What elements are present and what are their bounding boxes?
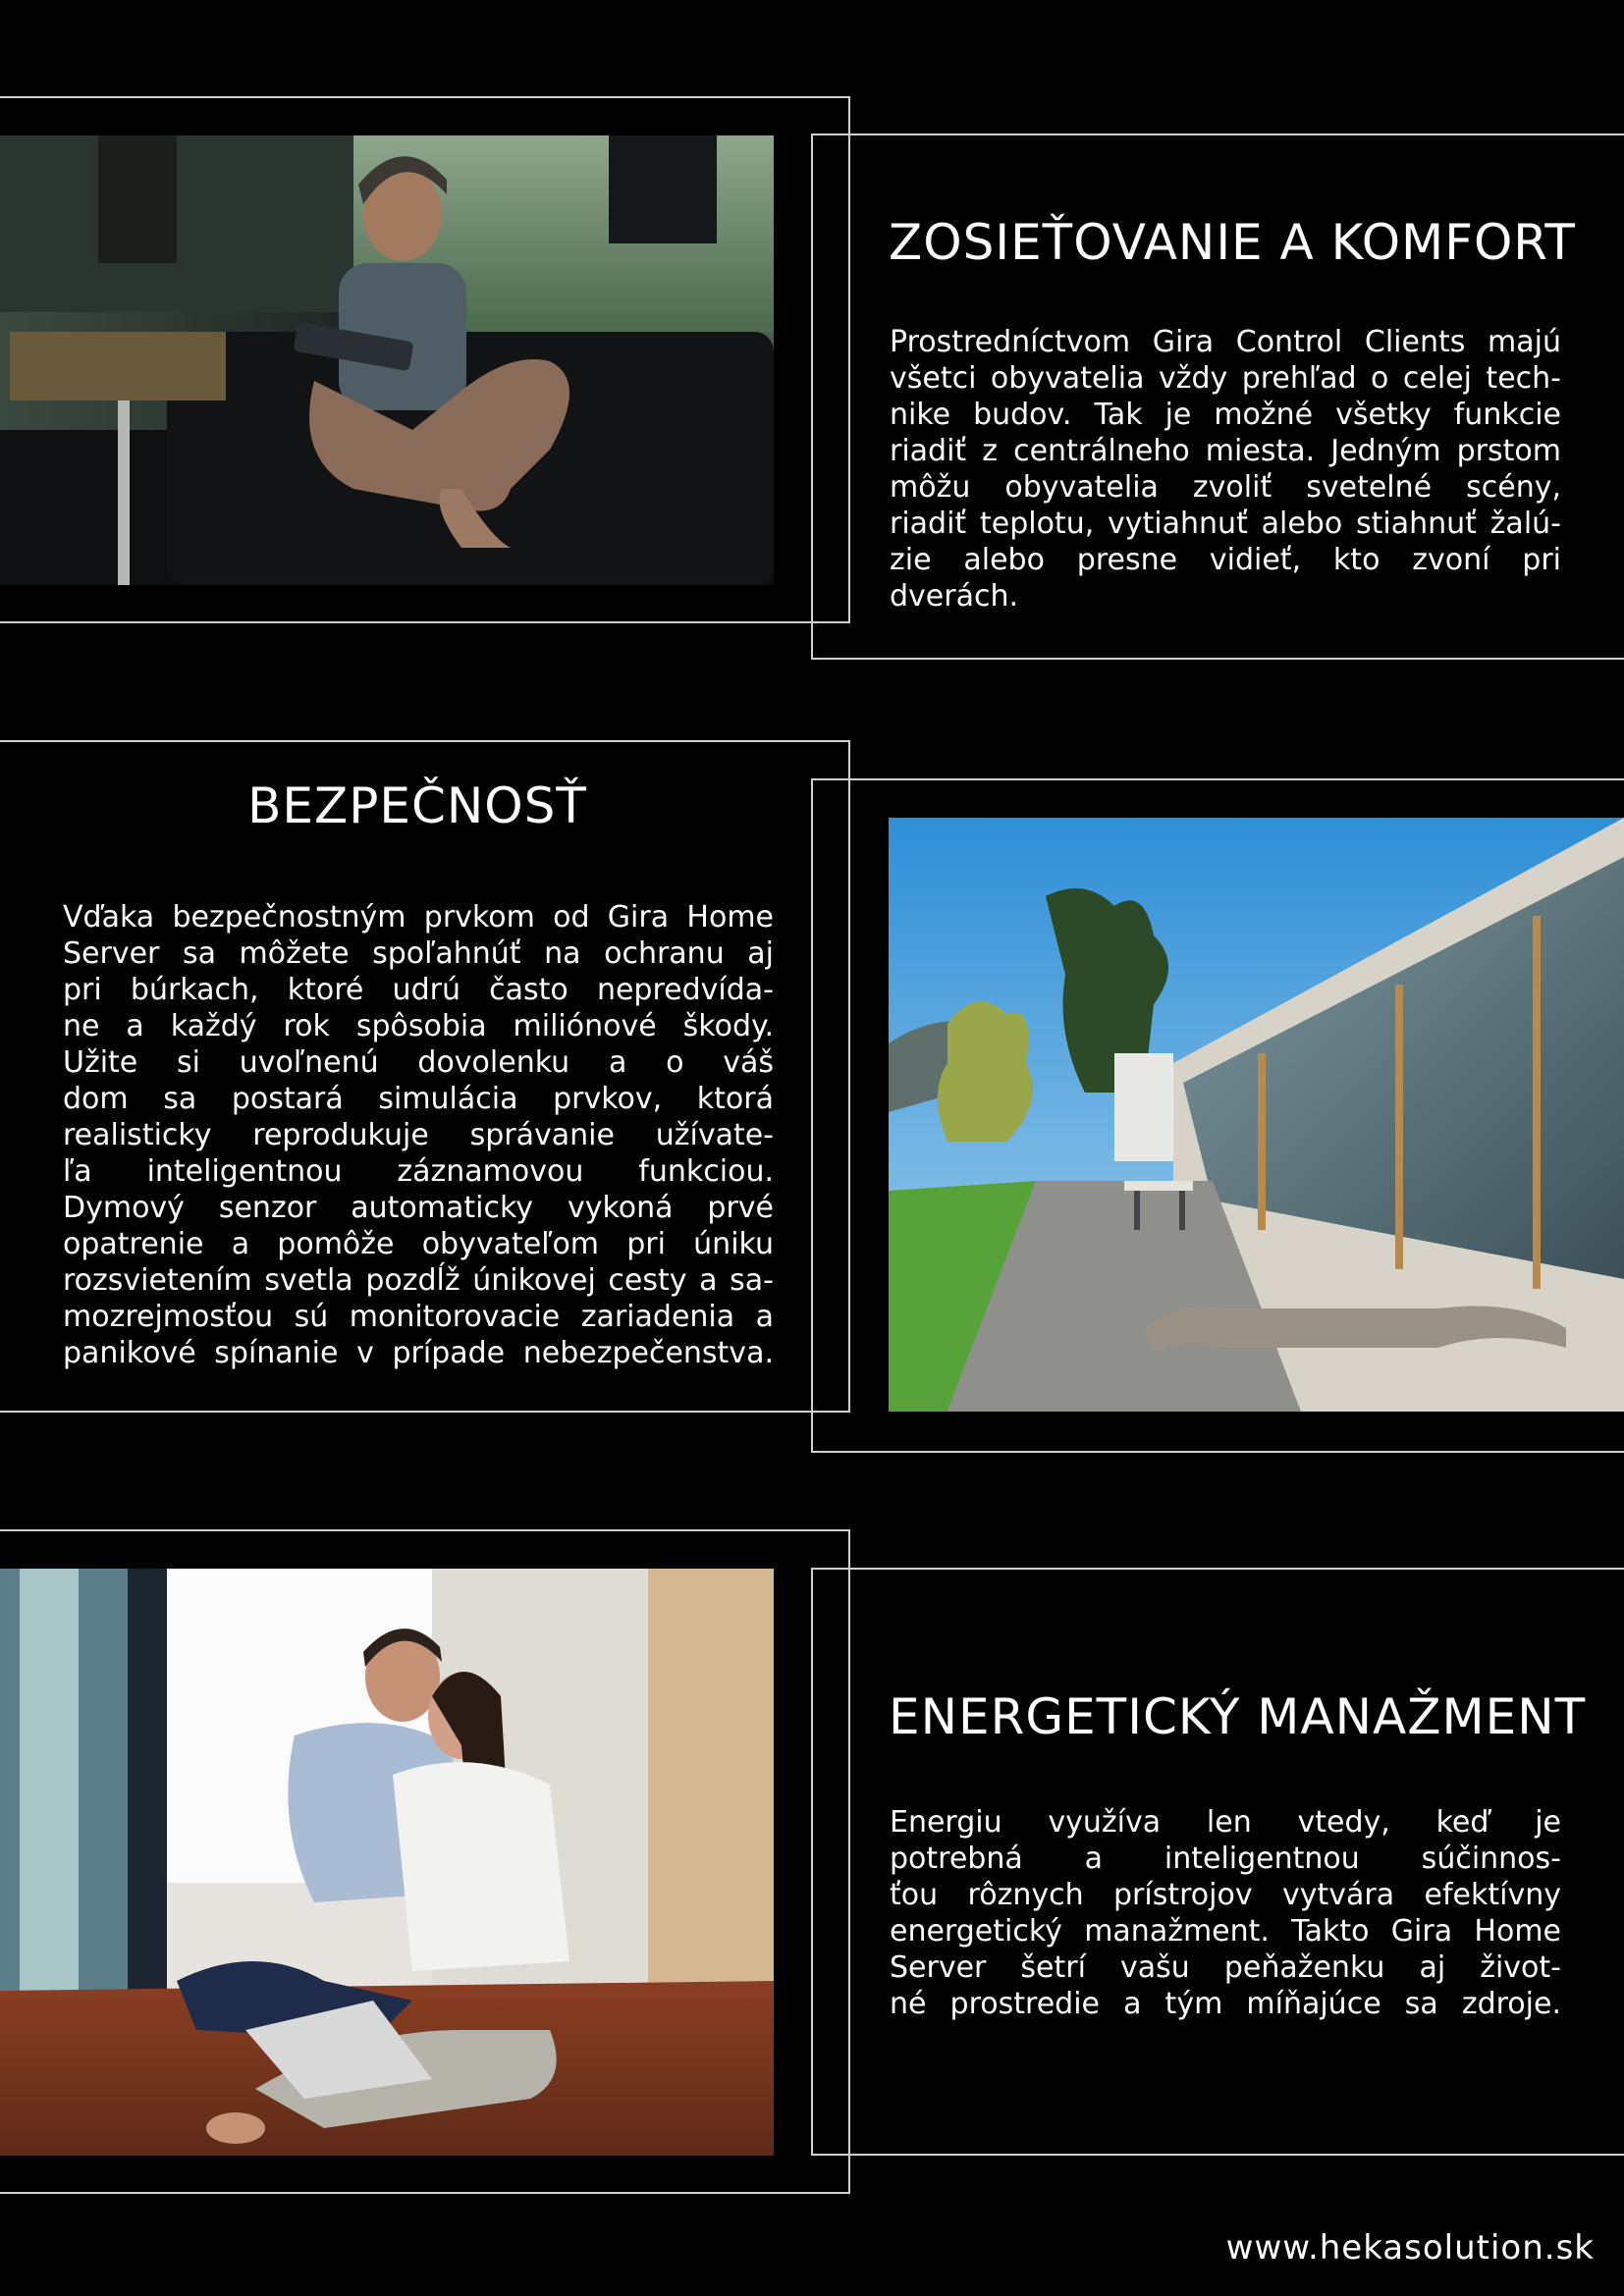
body-line: realisticky reprodukuje správanie užívate- [63,1118,774,1152]
body-line: Vďaka bezpečnostným prvkom od Gira Home [63,900,774,934]
body-line: zie alebo presne vidieť, kto zvoní pri dverách. [890,543,1561,614]
body-line: pri búrkach, ktoré udrú často nepredvída- [63,973,774,1007]
heading-zosietovanie: ZOSIEŤOVANIE A KOMFORT [889,214,1576,271]
body-line: dom sa postará simulácia prvkov, ktorá [63,1082,774,1116]
man-with-tablet-photo [0,135,774,585]
body-zosietovanie [890,324,1561,614]
body-bezpecnost [63,899,774,1371]
body-line: Dymový senzor automaticky vykoná prvé [63,1191,774,1225]
body-line: ľa inteligentnou záznamovou funkciou. [63,1154,774,1189]
body-line: Server sa môžete spoľahnúť na ochranu aj [63,936,774,971]
body-line: Užite si uvoľnenú dovolenku a o váš [63,1045,774,1080]
body-line: riadiť teplotu, vytiahnuť alebo stiahnuť žalú- [890,507,1561,541]
body-line: všetci obyvatelia vždy prehľad o celej tech- [890,361,1561,396]
heading-energeticky-manazment: ENERGETICKÝ MANAŽMENT [889,1688,1587,1745]
heading-bezpecnost: BEZPEČNOSŤ [247,777,587,834]
body-energeticky-manazment [890,1804,1561,2022]
modern-house-terrace-photo [889,818,1624,1412]
body-line: potrebná a inteligentnou súčinnos- [890,1842,1561,1876]
footer-website-url: www.hekasolution.sk [1225,2228,1595,2268]
body-line: né prostredie a tým míňajúce sa zdroje. [890,1987,1561,2021]
body-line: môžu obyvatelia zvoliť svetelné scény, [890,470,1561,505]
body-line: panikové spínanie v prípade nebezpečenstva. [63,1336,774,1370]
body-line: nike budov. Tak je možné všetky funkcie [890,398,1561,432]
body-line: ne a každý rok spôsobia miliónové škody. [63,1009,774,1043]
body-line: Prostredníctvom Gira Control Clients majú [890,325,1561,359]
body-line: opatrenie a pomôže obyvateľom pri úniku [63,1227,774,1261]
body-line: energetický manažment. Takto Gira Home [890,1914,1561,1949]
body-line: Server šetrí vašu peňaženku aj život- [890,1950,1561,1985]
body-line: riadiť z centrálneho miesta. Jedným prstom [890,434,1561,468]
couple-with-laptop-photo [0,1569,774,2156]
body-line: rozsvietením svetla pozdĺž únikovej cesty a sa- [63,1263,774,1298]
body-line: mozrejmosťou sú monitorovacie zariadenia a [63,1300,774,1334]
body-line: Energiu využíva len vtedy, keď je [890,1805,1561,1840]
body-line: ťou rôznych prístrojov vytvára efektívny [890,1878,1561,1912]
